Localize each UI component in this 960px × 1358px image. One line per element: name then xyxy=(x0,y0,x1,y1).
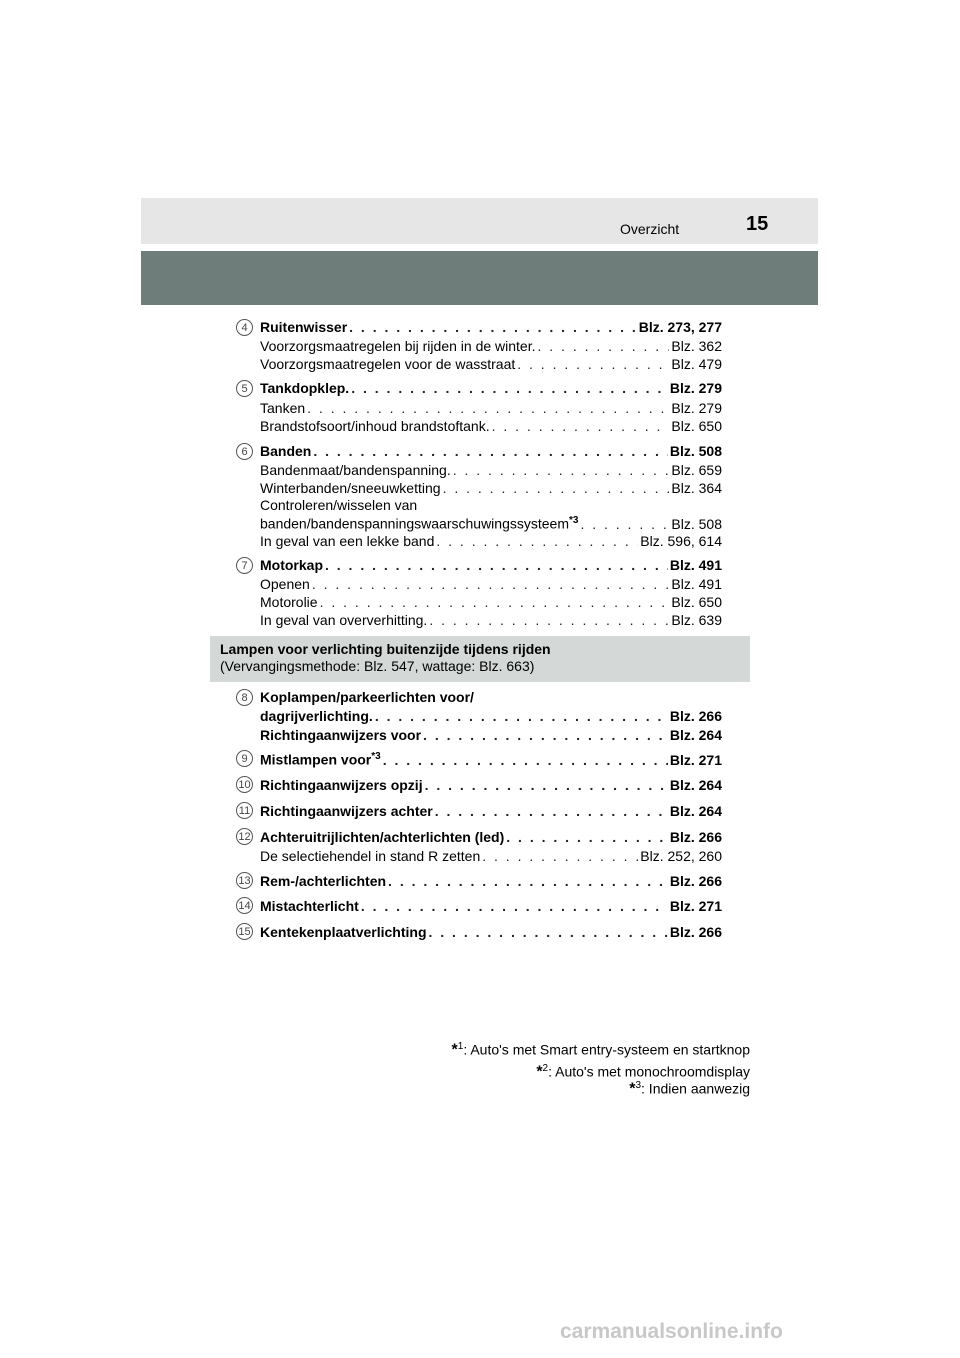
sub-line: Bandenmaat/bandenspanning. . . . Blz. 659 xyxy=(260,462,722,480)
item-number: 6 xyxy=(236,443,253,460)
item-number: 14 xyxy=(236,897,253,914)
entry-title-line: Richtingaanwijzers voor . . . Blz. 264 xyxy=(260,727,722,745)
entry-title-line: Kentekenplaatverlichting . . . Blz. 266 xyxy=(260,924,722,942)
item-number: 12 xyxy=(236,828,253,845)
sub-line: banden/bandenspanningswaarschuwingssysteem$^{*3}$ . . . Blz. 508 xyxy=(260,515,722,533)
item-number: 13 xyxy=(236,872,253,889)
item-number: 4 xyxy=(236,319,253,336)
sub-line: Tanken . . . Blz. 279 xyxy=(260,400,722,418)
sub-line: Voorzorgsmaatregelen bij rijden in de winter. . . . Blz. 362 xyxy=(260,338,722,356)
page-link[interactable]: Blz. 279 xyxy=(671,400,722,416)
page-link[interactable]: Blz. 639 xyxy=(671,612,722,628)
sub-line: Winterbanden/sneeuwketting . . . Blz. 364 xyxy=(260,480,722,498)
page-link[interactable]: Blz. 364 xyxy=(671,480,722,496)
entry-title-line: Mistachterlicht . . . Blz. 271 xyxy=(260,898,722,916)
page-link[interactable]: Blz. 266 xyxy=(669,708,722,724)
footnote-1: *$^1$: Auto's met Smart entry-systeem en startknop xyxy=(451,1041,750,1059)
entry-title-line: Motorkap . . . Blz. 491 xyxy=(260,557,722,575)
sub-line: Motorolie . . . Blz. 650 xyxy=(260,594,722,612)
page-link[interactable]: Blz. 508 xyxy=(669,443,722,459)
page-link[interactable]: Blz. 264 xyxy=(669,727,722,743)
item-number: 9 xyxy=(236,750,253,767)
entry-title-line: Richtingaanwijzers achter . . . Blz. 264 xyxy=(260,803,722,821)
footnote-3: *$^3$: Indien aanwezig xyxy=(629,1080,750,1098)
page-link[interactable]: Blz. 271 xyxy=(669,898,722,914)
entry-title-line: Achteruitrijlichten/achterlichten (led) . . . Blz. 266 xyxy=(260,829,722,847)
page-link[interactable]: Blz. 650 xyxy=(671,594,722,610)
header-band xyxy=(141,198,818,244)
page-number: 15 xyxy=(746,213,769,235)
page-link[interactable]: Blz. 279 xyxy=(669,380,722,396)
page-link[interactable]: Blz. 266 xyxy=(669,829,722,845)
page-link[interactable]: Blz. 362 xyxy=(671,338,722,354)
page-link[interactable]: Blz. 659 xyxy=(671,462,722,478)
item-number: 8 xyxy=(236,689,253,706)
sub-line: Openen . . . Blz. 491 xyxy=(260,576,722,594)
page-link[interactable]: Blz. 491 xyxy=(671,576,722,592)
entry-title-line: Tankdopklep. . . . Blz. 279 xyxy=(260,380,722,398)
section-title: Lampen voor verlichting buitenzijde tijdens rijden xyxy=(220,641,551,657)
page-link[interactable]: Blz. 650 xyxy=(671,418,722,434)
page-link[interactable]: Blz. 273, 277 xyxy=(638,319,722,335)
item-number: 7 xyxy=(236,557,253,574)
sub-line-text: Controleren/wisselen van xyxy=(260,497,418,513)
sub-line: In geval van een lekke band . . . Blz. 596, 614 xyxy=(260,533,722,551)
page-link[interactable]: Blz. 266 xyxy=(669,924,722,940)
sub-line: Brandstofsoort/inhoud brandstoftank. . . . Blz. 650 xyxy=(260,418,722,436)
item-number: 10 xyxy=(236,776,253,793)
entry-title-line: Mistlampen voor$^{*3}$ . . . Blz. 271 xyxy=(260,751,722,769)
page-link[interactable]: Blz. 491 xyxy=(669,557,722,573)
page-link[interactable]: Blz. 596, 614 xyxy=(640,533,722,549)
page-link[interactable]: Blz. 271 xyxy=(669,751,722,768)
page-link[interactable]: Blz. 508 xyxy=(671,515,722,532)
section-subtitle: (Vervangingsmethode: Blz. 547, wattage: Blz. 663) xyxy=(220,658,535,674)
sub-line: De selectiehendel in stand R zetten . . . Blz. 252, 260 xyxy=(260,848,722,866)
watermark: carmanualsonline.info xyxy=(560,1320,783,1343)
footnote-2: *$^2$: Auto's met monochroomdisplay xyxy=(536,1063,750,1081)
entry-title-line: Richtingaanwijzers opzij . . . Blz. 264 xyxy=(260,777,722,795)
sub-line: In geval van oververhitting. . . . Blz. 639 xyxy=(260,612,722,630)
page-link[interactable]: Blz. 264 xyxy=(669,777,722,793)
page-link[interactable]: Blz. 479 xyxy=(671,356,722,372)
page-link[interactable]: Blz. 266 xyxy=(669,873,722,889)
page-link[interactable]: Blz. 252, 260 xyxy=(640,848,722,864)
sub-line: Voorzorgsmaatregelen voor de wasstraat . . . Blz. 479 xyxy=(260,356,722,374)
page-link[interactable]: Blz. 264 xyxy=(669,803,722,819)
section-name: Overzicht xyxy=(620,221,680,237)
entry-title-line: Banden . . . Blz. 508 xyxy=(260,443,722,461)
entry-title-line1: Koplampen/parkeerlichten voor/ xyxy=(260,689,474,705)
entry-title-line: dagrijverlichting. . . . Blz. 266 xyxy=(260,708,722,726)
item-number: 15 xyxy=(236,923,253,940)
header-bar xyxy=(141,251,818,305)
entry-title-line: Ruitenwisser . . . Blz. 273, 277 xyxy=(260,319,722,337)
item-number: 5 xyxy=(236,380,253,397)
item-number: 11 xyxy=(236,802,253,819)
entry-title-line: Rem-/achterlichten . . . Blz. 266 xyxy=(260,873,722,891)
